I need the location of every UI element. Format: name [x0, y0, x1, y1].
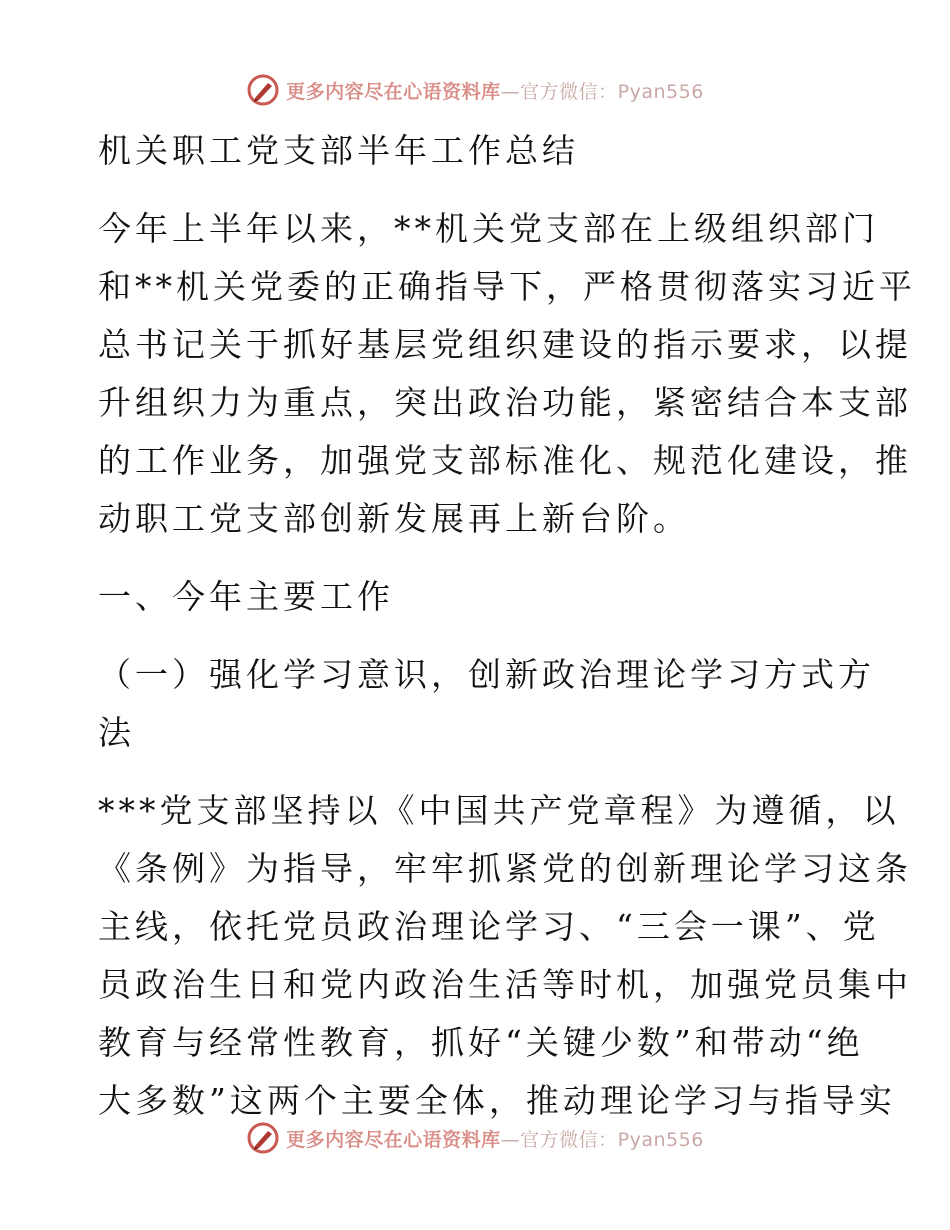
- watermark-text: 更多内容尽在心语资料库—官方微信：Pyan556: [286, 80, 704, 103]
- section-heading: 一、今年主要工作: [98, 577, 394, 616]
- text-line: 今年上半年以来，**机关党支部在上级组织部门: [98, 209, 879, 248]
- text-line: 《条例》为指导，牢牢抓紧党的创新理论学习这条: [98, 849, 912, 888]
- paragraph-intro: [98, 200, 916, 548]
- text-line: 和**机关党委的正确指导下，严格贯彻落实习近平: [98, 267, 916, 306]
- document-title: 机关职工党支部半年工作总结: [98, 131, 579, 170]
- text-line: 员政治生日和党内政治生活等时机，加强党员集中: [98, 965, 912, 1004]
- text-line: 总书记关于抓好基层党组织建设的指示要求，以提: [98, 325, 912, 364]
- text-line: 动职工党支部创新发展再上新台阶。: [98, 499, 690, 538]
- pen-logo-icon: [246, 1121, 280, 1155]
- text-line: 大多数”这两个主要全体，推动理论学习与指导实: [98, 1081, 896, 1120]
- paragraph-study: [98, 782, 912, 1130]
- watermark-bottom: [0, 1118, 950, 1158]
- text-line: 的工作业务，加强党支部标准化、规范化建设，推: [98, 441, 912, 480]
- watermark-text: 更多内容尽在心语资料库—官方微信：Pyan556: [286, 1128, 704, 1151]
- text-line: ***党支部坚持以《中国共产党章程》为遵循，以: [98, 791, 900, 830]
- subsection-heading: [98, 646, 875, 762]
- pen-logo-icon: [246, 73, 280, 107]
- text-line: 法: [98, 713, 135, 752]
- watermark-top: [0, 70, 950, 110]
- text-line: 主线，依托党员政治理论学习、“三会一课”、党: [98, 907, 880, 946]
- text-line: （一）强化学习意识，创新政治理论学习方式方: [98, 655, 875, 694]
- document-body: [98, 122, 916, 1130]
- text-line: 教育与经常性教育，抓好“关键少数”和带动“绝: [98, 1023, 864, 1062]
- text-line: 升组织力为重点，突出政治功能，紧密结合本支部: [98, 383, 912, 422]
